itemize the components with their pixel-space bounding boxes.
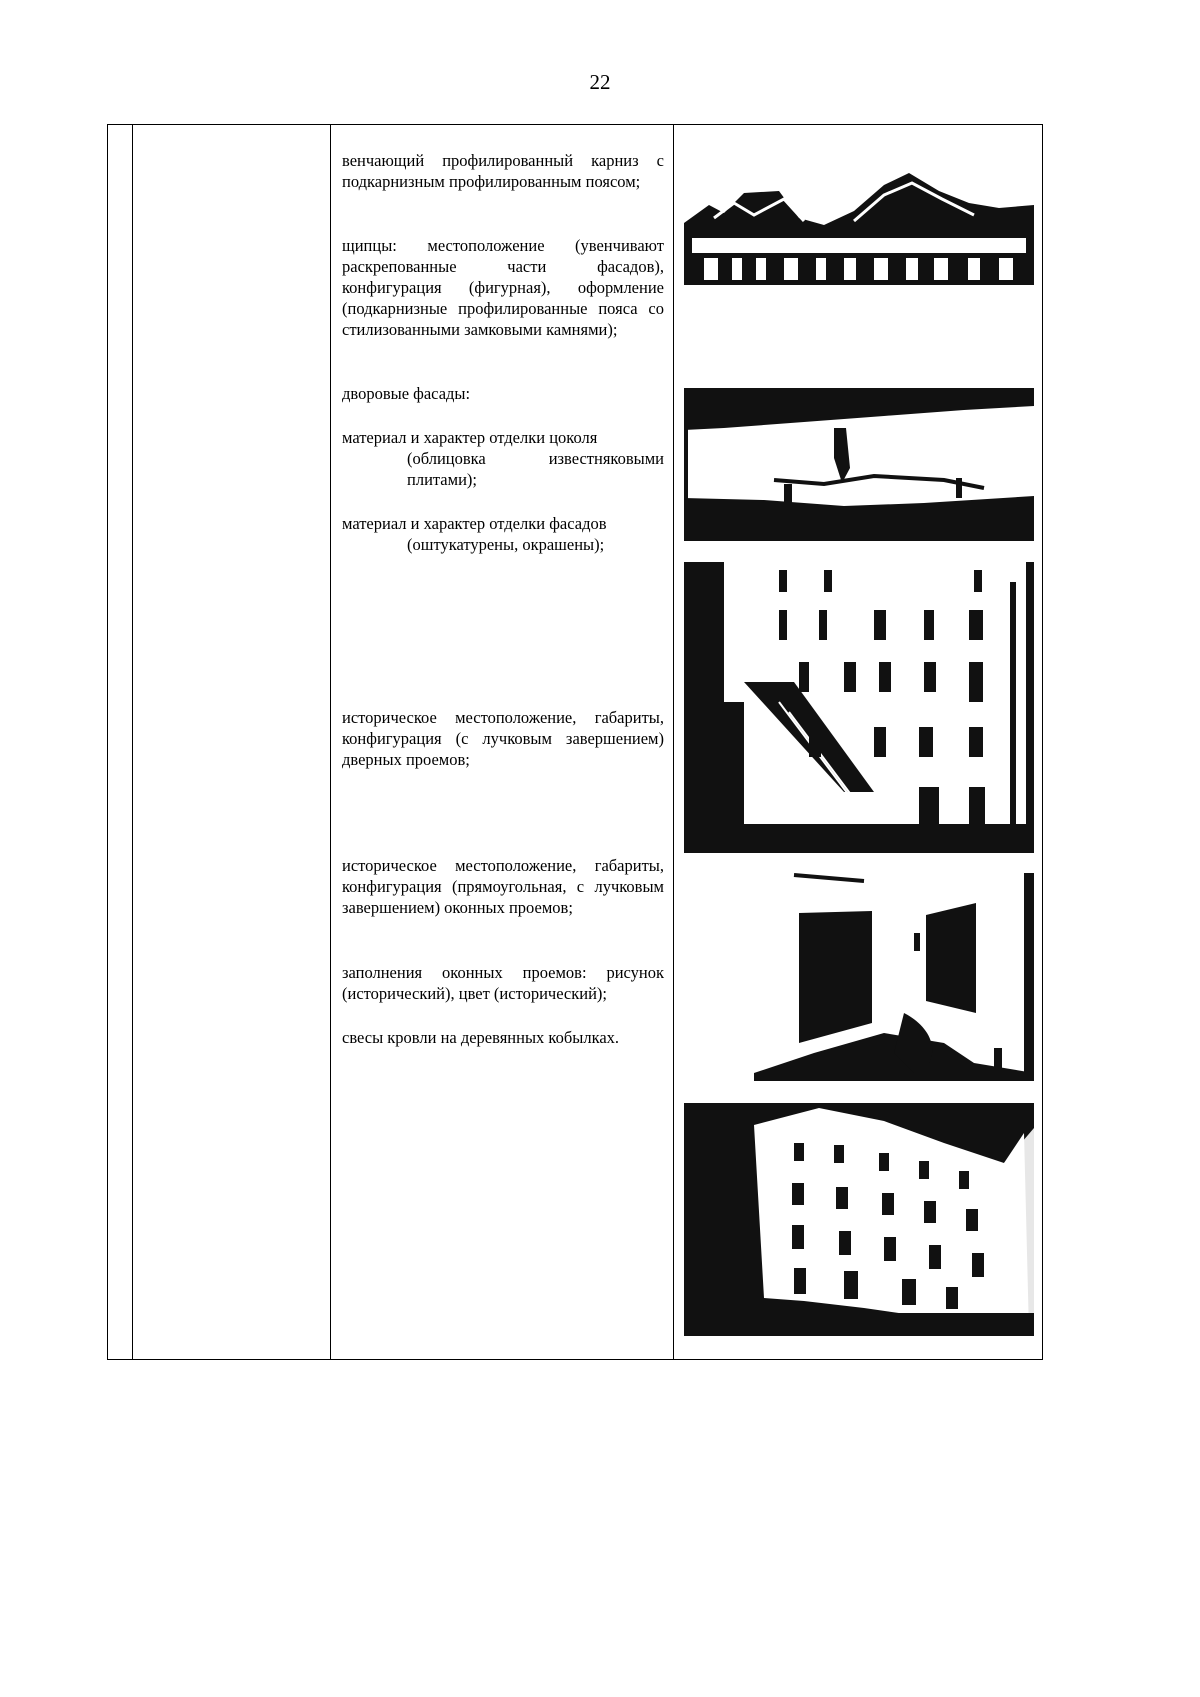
text-facade-finish: (оштукатурены, окрашены); — [407, 535, 605, 554]
text-plinth-material: материал и характер отделки цоколя — [342, 428, 598, 447]
table-divider — [132, 125, 133, 1359]
plinth-photo — [684, 388, 1034, 541]
text-plinth-cladding: (облицовка известняковыми плитами); — [407, 449, 664, 489]
courtyard-facade-photo — [684, 562, 1034, 853]
text-courtyard-heading: дворовые фасады: — [342, 384, 471, 403]
door-opening-photo — [754, 873, 1034, 1081]
table-divider — [330, 125, 331, 1359]
text-window-fillings: заполнения оконных проемов: рисунок (исторический), цвет (исторический); — [342, 963, 664, 1003]
table-divider — [673, 125, 674, 1359]
text-facade-material: материал и характер отделки фасадов — [342, 514, 607, 533]
text-roof-eaves: свесы кровли на деревянных кобылках. — [342, 1028, 620, 1047]
gables-photo — [684, 163, 1034, 285]
page-number: 22 — [589, 70, 611, 94]
text-door-openings: историческое местоположение, габариты, конфигурация (с лучковым завершением) дверных проемов; — [342, 708, 664, 769]
text-window-openings: историческое местоположение, габариты, конфигурация (прямоугольная, с лучковым завершением) оконных проемов; — [342, 856, 664, 917]
courtyard-well-photo — [684, 1103, 1034, 1336]
text-gables: щипцы: местоположение (увенчивают раскрепованные части фасадов), конфигурация (фигурная), оформление (подкарнизные профилированные пояса со стилизованными замковыми камнями); — [342, 236, 664, 339]
text-cornice: венчающий профилированный карниз с подкарнизным профилированным поясом; — [342, 151, 664, 191]
